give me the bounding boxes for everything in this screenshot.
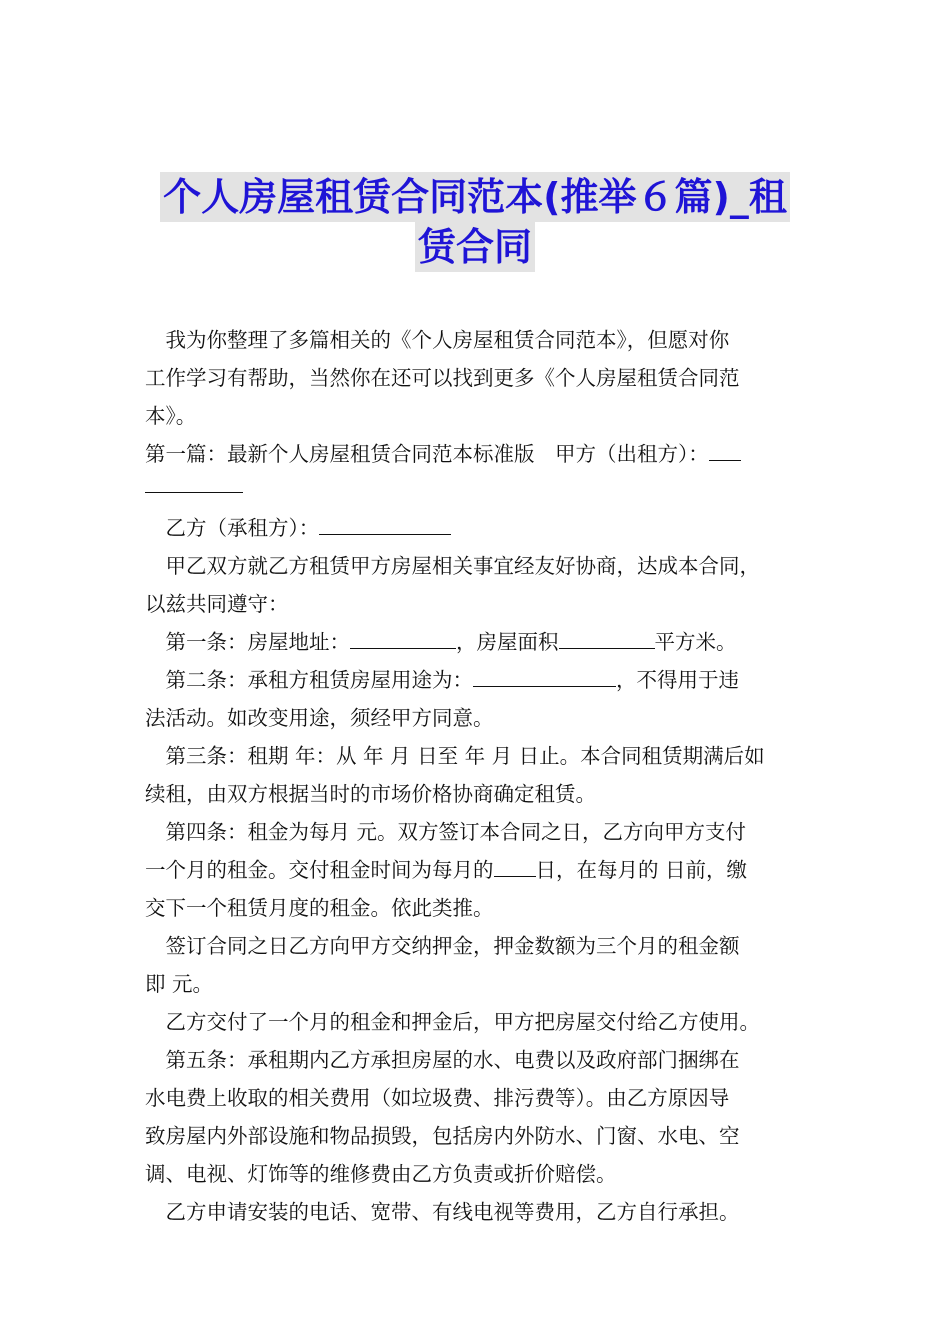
lessee-line [145,509,810,547]
usage-label: 第二条：承租方租赁房屋用途为： [145,668,473,692]
payment-day-label: 一个月的租金。交付租金时间为每月的 [145,858,494,882]
deposit-line-1: 签订合同之日乙方向甲方交纳押金，押金数额为三个月的租金额 [145,934,740,958]
article-four-line-2 [145,851,810,889]
article-four-line-3: 交下一个租赁月度的租金。依此类推。 [145,896,494,920]
article-two-line-2: 法活动。如改变用途，须经甲方同意。 [145,706,494,730]
lessee-blank [319,510,451,535]
agreement-line-2: 以兹共同遵守： [145,592,289,616]
lessor-blank-continued [145,468,243,493]
title-line-2: 赁合同 [415,222,535,272]
utilities-line: 乙方申请安装的电话、宽带、有线电视等费用，乙方自行承担。 [145,1200,740,1224]
lessee-label: 乙方（承租方）： [145,516,320,540]
handover-line: 乙方交付了一个月的租金和押金后，甲方把房屋交付给乙方使用。 [145,1010,760,1034]
section-one-label: 第一篇：最新个人房屋租赁合同范本标准版 甲方（出租方）： [145,442,709,466]
article-four-line-1: 第四条：租金为每月 元。双方签订本合同之日，乙方向甲方支付 [145,820,747,844]
payment-day-suffix: 日，在每月的 日前，缴 [535,858,748,882]
deposit-line-2: 即 元。 [145,972,214,996]
article-five-line-3: 致房屋内外部设施和物品损毁，包括房内外防水、门窗、水电、空 [145,1124,740,1148]
article-three-line-1: 第三条：租期 年：从 年 月 日至 年 月 日止。本合同租赁期满后如 [145,744,765,768]
document-title [100,172,850,272]
article-five-line-4: 调、电视、灯饰等的维修费由乙方负责或折价赔偿。 [145,1162,617,1186]
usage-blank [473,662,616,687]
intro-line-2: 工作学习有帮助，当然你在还可以找到更多《个人房屋租赁合同范 [145,366,740,390]
article-one [145,623,810,661]
usage-suffix: ，不得用于违 [616,668,739,692]
intro-line-1: 我为你整理了多篇相关的《个人房屋租赁合同范本》，但愿对你 [145,328,730,352]
title-line-1: 个人房屋租赁合同范本(推举６篇)_租 [160,172,790,222]
article-three-line-2: 续租，由双方根据当时的市场价格协商确定租赁。 [145,782,596,806]
lessor-blank-line [145,467,810,505]
agreement-line-1: 甲乙双方就乙方租赁甲方房屋相关事宜经友好协商，达成本合同， [145,554,760,578]
area-label: ，房屋面积 [456,630,559,654]
address-blank [350,624,456,649]
area-unit: 平方米。 [654,630,737,654]
article-five-line-1: 第五条：承租期内乙方承担房屋的水、电费以及政府部门捆绑在 [145,1048,740,1072]
area-blank [559,624,655,649]
intro-line-3: 本》。 [145,404,197,428]
lessor-blank [709,436,741,461]
payment-day-blank [494,852,536,877]
article-five-line-2: 水电费上收取的相关费用（如垃圾费、排污费等）。由乙方原因导 [145,1086,730,1110]
article-two-line-1 [145,661,810,699]
address-label: 第一条：房屋地址： [145,630,350,654]
